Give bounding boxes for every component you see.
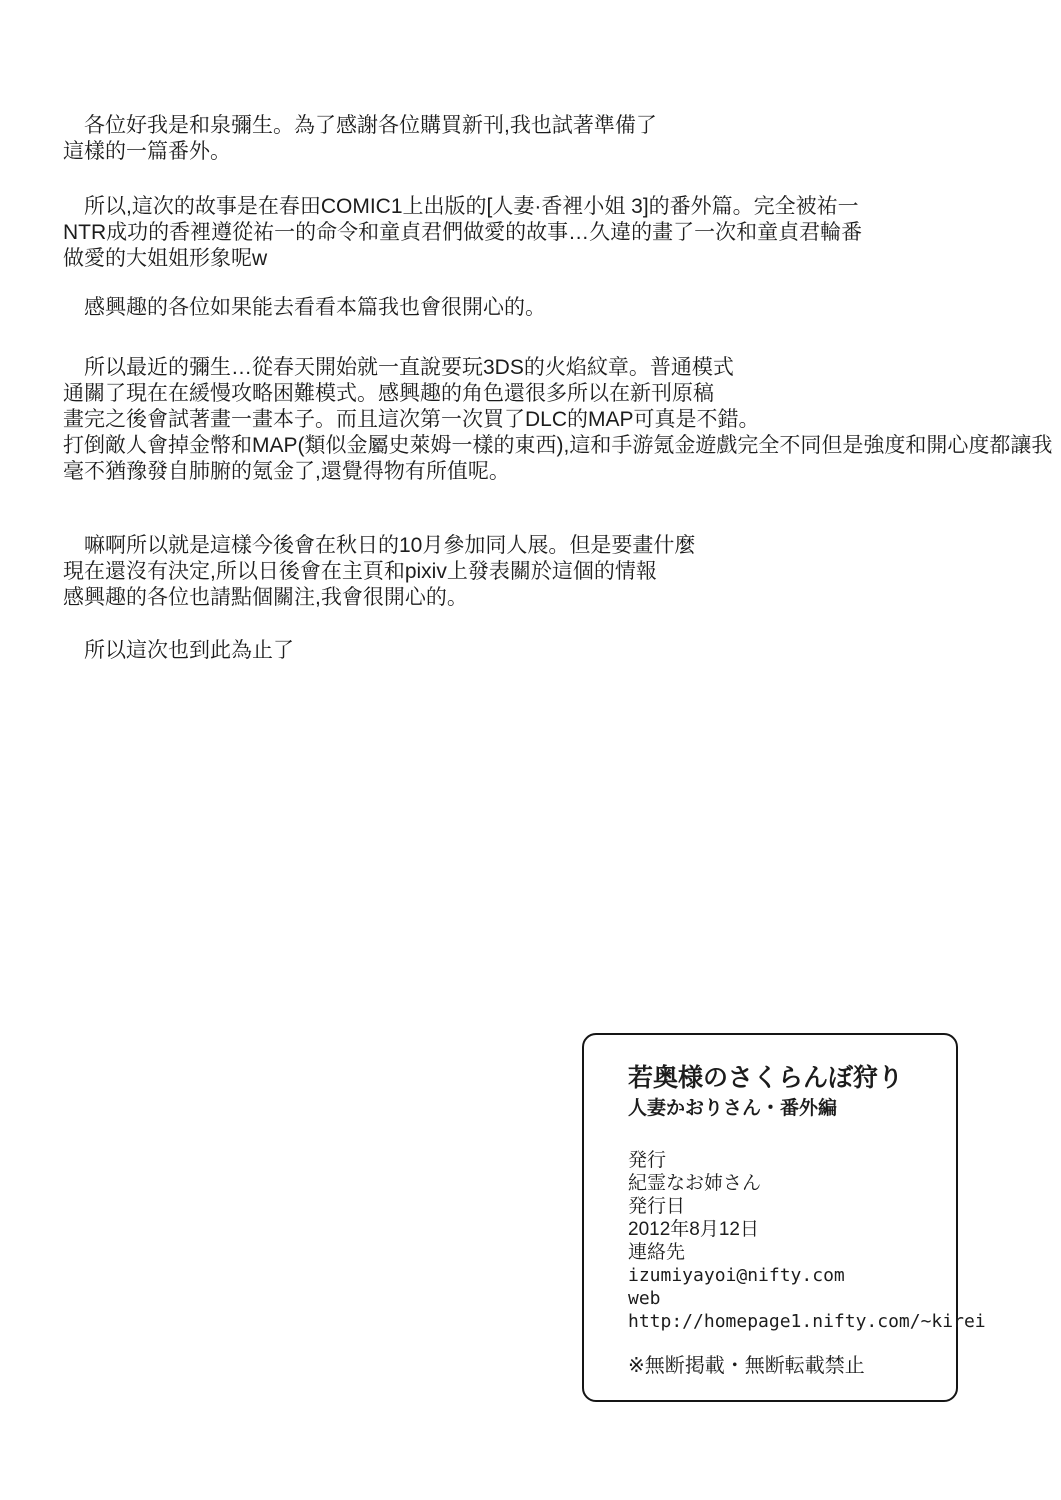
publish-date: 2012年8月12日 xyxy=(628,1219,759,1240)
text-line: 這樣的一篇番外。 xyxy=(63,140,231,163)
text-line: 現在還沒有決定,所以日後會在主頁和pixiv上發表關於這個的情報 xyxy=(63,560,657,583)
colophon-box xyxy=(582,1033,986,1402)
text-line: 毫不猶豫發自肺腑的氪金了,還覺得物有所值呢。 xyxy=(63,460,510,483)
text-line: 畫完之後會試著畫一畫本子。而且這次第一次買了DLC的MAP可真是不錯。 xyxy=(63,408,760,431)
text-line: 嘛啊所以就是這樣今後會在秋日的10月參加同人展。但是要畫什麼 xyxy=(63,534,696,557)
publish-date-label: 発行日 xyxy=(628,1196,686,1217)
publication-info xyxy=(628,1149,986,1333)
text-line: 所以這次也到此為止了 xyxy=(63,639,294,662)
text-line: 感興趣的各位如果能去看看本篇我也會很開心的。 xyxy=(63,296,546,319)
publisher-label: 発行 xyxy=(628,1150,667,1171)
text-line: NTR成功的香裡遵從祐一的命令和童貞君們做愛的故事…久違的畫了一次和童貞君輪番 xyxy=(63,221,863,244)
reprint-prohibition-notice: ※無断掲載・無断転載禁止 xyxy=(628,1355,865,1377)
afterword-paragraph-2 xyxy=(63,194,862,272)
website-url: http://homepage1.nifty.com/~kirei xyxy=(628,1311,986,1332)
text-line: 各位好我是和泉彌生。為了感謝各位購買新刊,我也試著準備了 xyxy=(63,114,657,137)
doujin-subtitle: 人妻かおりさん・番外編 xyxy=(628,1098,838,1119)
text-line: 做愛的大姐姐形象呢w xyxy=(63,247,268,270)
afterword-paragraph-4 xyxy=(63,355,1052,485)
doujin-title: 若奥様のさくらんぼ狩り xyxy=(628,1064,904,1092)
publisher-name: 紀霊なお姉さん xyxy=(628,1173,762,1194)
text-line: 感興趣的各位也請點個關注,我會很開心的。 xyxy=(63,586,468,609)
text-line: 通關了現在在緩慢攻略困難模式。感興趣的角色還很多所以在新刊原稿 xyxy=(63,382,714,405)
web-label: web xyxy=(628,1288,661,1309)
text-line: 所以最近的彌生…從春天開始就一直說要玩3DS的火焰紋章。普通模式 xyxy=(63,356,734,379)
afterword-paragraph-1 xyxy=(63,113,657,165)
afterword-paragraph-5 xyxy=(63,533,695,611)
afterword-paragraph-3 xyxy=(63,295,546,321)
contact-email: izumiyayoi@nifty.com xyxy=(628,1265,845,1286)
text-line: 所以,這次的故事是在春田COMIC1上出版的[人妻·香裡小姐 3]的番外篇。完全被祐一 xyxy=(63,195,859,218)
afterword-paragraph-6 xyxy=(63,638,294,664)
contact-label: 連絡先 xyxy=(628,1242,686,1263)
text-line: 打倒敵人會掉金幣和MAP(類似金屬史萊姆一樣的東西),這和手游氪金遊戲完全不同但是強度和開心度都讓我 xyxy=(63,434,1053,457)
